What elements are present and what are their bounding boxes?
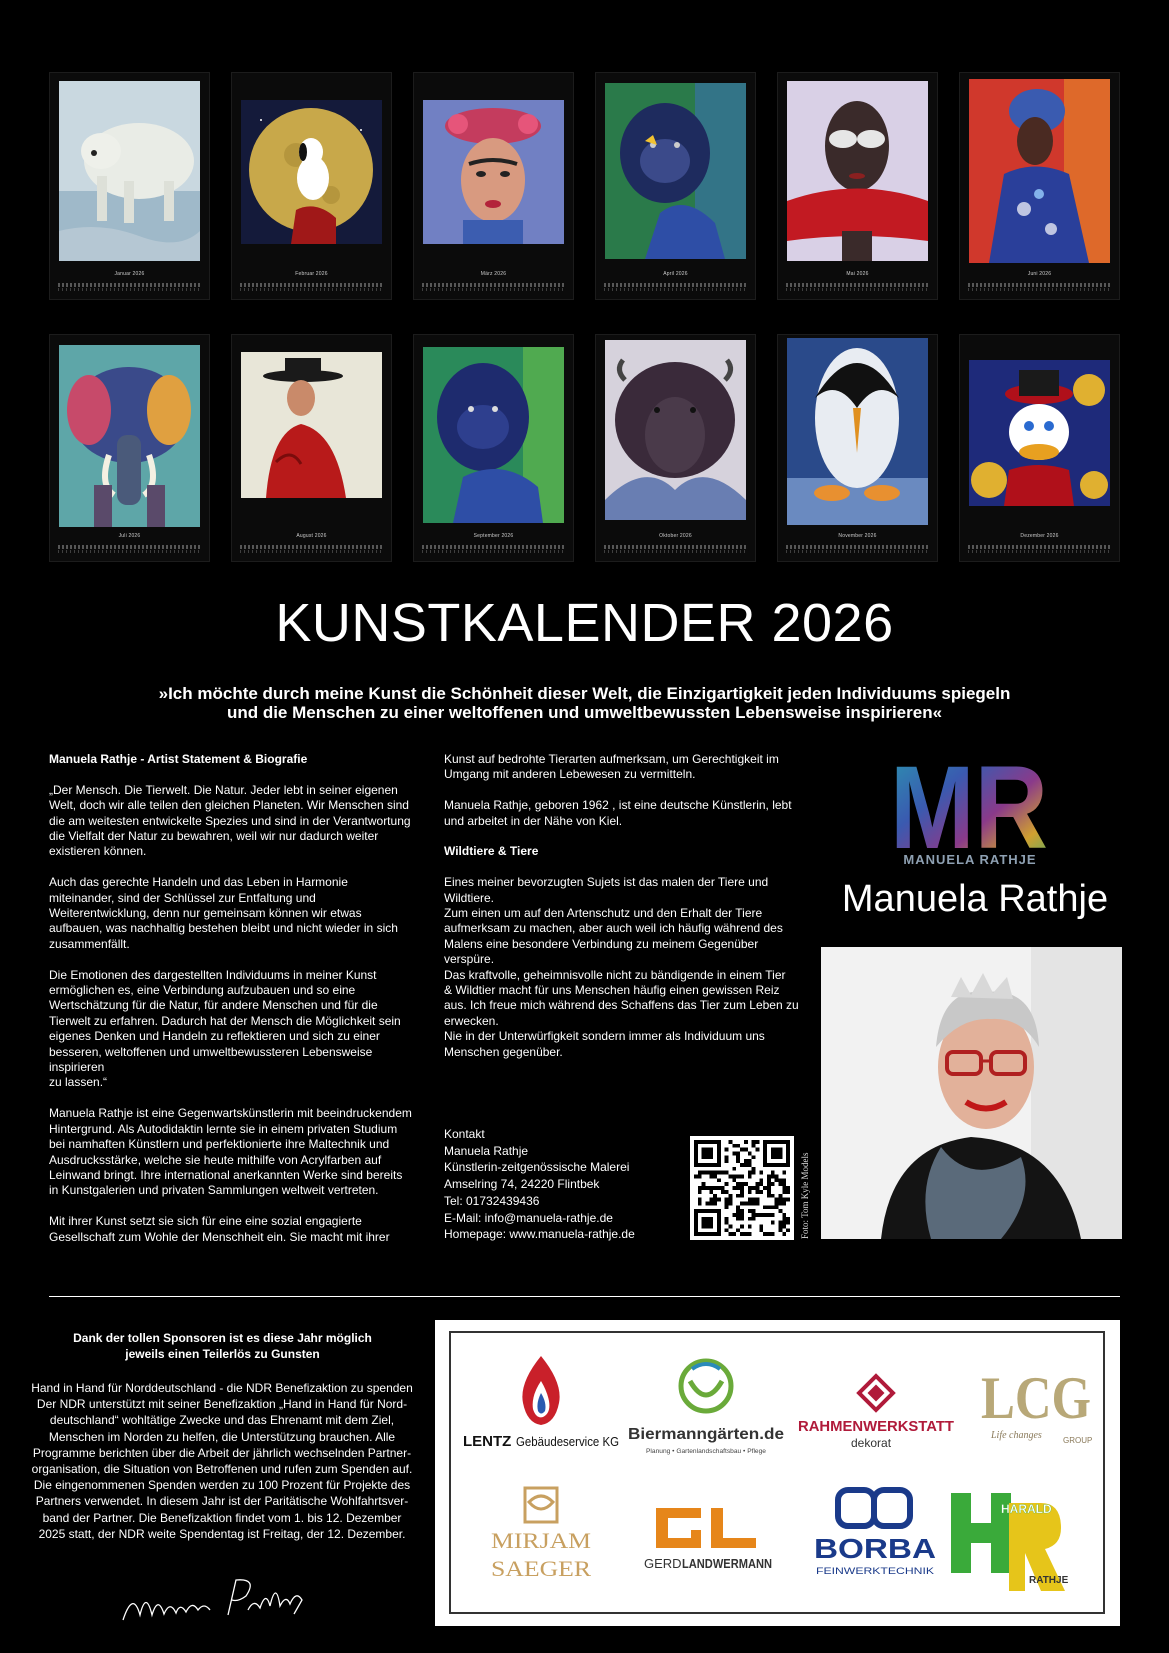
wildlife-heading: Wildtiere & Tiere [444,844,539,859]
day-strip-numbers [240,550,383,553]
svg-text:RATHJE: RATHJE [1029,1575,1069,1586]
month-june [959,72,1120,300]
painting-elephant [59,345,200,527]
month-january [49,72,210,300]
painting-gorilla-butterfly [605,83,746,259]
painting-bison [605,340,746,520]
mr-logo [890,748,1050,866]
month-label: Januar 2026 [114,271,145,277]
day-strip [58,283,201,287]
month-august [231,334,392,562]
day-strip [422,545,565,549]
bio-paragraph: Die Emotionen des dargestellten Individuums in meiner Kunst ermöglichen es, eine Verbindung aufzubauen und so eine Wertschätzung für die Natur, für andere Menschen und für die Tierwelt zu erfahren. Dadurch hat der Mensch die Möglichkeit sein eigenes Denken und Handeln zu reflektieren und sich zu einer besseren, weltoffenen und umweltbewussteren Lebensweise inspirieren zu lassen.“ [49,967,401,1090]
day-strip [58,545,201,549]
svg-text:GERD: GERD [644,1556,682,1571]
qr-code[interactable] [690,1136,794,1240]
bio-column-middle [444,752,819,1075]
month-may [777,72,938,300]
day-strip [604,283,747,287]
month-label: Juni 2026 [1027,271,1052,277]
day-strip-numbers [58,288,201,291]
painting-snoopy-moon [241,100,382,244]
month-label: April 2026 [663,271,688,277]
svg-text:Life changes: Life changes [991,1430,1042,1441]
svg-text:RAHMENWERKSTATT: RAHMENWERKSTATT [798,1418,954,1435]
month-label: September 2026 [473,533,514,539]
month-december [959,334,1120,562]
month-label: Oktober 2026 [659,533,692,539]
day-strip-numbers [786,550,929,553]
month-label: August 2026 [296,533,327,539]
bio-paragraph: Manuela Rathje, geboren 1962 , ist eine deutsche Künstlerin, lebt und arbeitet in der Nähe von Kiel. [444,798,792,828]
month-label: Juli 2026 [118,533,141,539]
sponsor-logo-harald-rathje[interactable] [941,1473,1101,1593]
svg-text:Planung • Gartenlandschaftsbau: Planung • Gartenlandschaftsbau • Pflege [646,1449,767,1455]
svg-text:BORBA: BORBA [814,1533,936,1564]
day-strip-numbers [240,288,383,291]
svg-text:LANDWERMANN: LANDWERMANN [682,1556,772,1571]
calendar-row-2 [49,334,1120,562]
painting-penguin [787,338,928,525]
day-strip [240,283,383,287]
section-divider [49,1296,1120,1297]
day-strip-numbers [968,550,1111,553]
month-october [595,334,756,562]
month-label: Mai 2026 [846,271,869,277]
day-strip-numbers [422,550,565,553]
month-april [595,72,756,300]
bio-paragraph: „Der Mensch. Die Tierwelt. Die Natur. Jeder lebt in seiner eigenen Welt, doch wir alle teilen den gleichen Planeten. Wir Menschen sind die am weitesten entwickelte Spezies und sind in der Verantwortung die Vielfalt der Natur zu bewahren, weil wir nur dadurch weiter existieren können. [49,782,411,859]
day-strip [968,545,1111,549]
month-february [231,72,392,300]
bio-paragraph: Kunst auf bedrohte Tierarten aufmerksam, um Gerechtigkeit im Umgang mit anderen Lebewesen zu vermitteln. [444,752,779,782]
svg-text:Biermanngärten.de: Biermanngärten.de [628,1426,785,1443]
day-strip-numbers [604,288,747,291]
artist-name: Manuela Rathje [841,878,1109,920]
month-label: November 2026 [838,533,877,539]
month-label: Dezember 2026 [1020,533,1059,539]
month-july [49,334,210,562]
sponsor-logo-lcg[interactable] [951,1348,1111,1468]
day-strip-numbers [422,288,565,291]
sponsor-logo-rahmenwerkstatt[interactable] [796,1351,956,1471]
qr-code-icon [694,1140,790,1236]
painting-woman-red-hat [241,352,382,498]
sponsor-description: Hand in Hand für Norddeutschland - die NDR Benefizaktion zu spenden Der NDR unterstützt mit seiner Benefizaktion „Hand in Hand für Nord- deutschland“ wohltätige Zwecke und das Ehrenamt mit dem Ziel, Menschen im Norden zu helfen, die Unterstützung brauchen. Alle Programme berichten über die Arbeit der jährlich wechselnden Partner- organisation, die Situation von Betroffenen und rufen zum Spenden auf. Die eingenommenen Spenden werden zu 100 Prozent für Projekte des Partners verwendet. In diesem Jahr ist der Paritätische Wohlfahrtsver- band der Partner. Die Benefizaktion findet vom 1. bis 12. Dezember 2025 statt, der NDR weite Spendentag ist Freitag, der 12. Dezember. [31,1381,413,1541]
artist-quote: »Ich möchte durch meine Kunst die Schönheit dieser Welt, die Einzigartigkeit jeden Individuums spiegeln und die Menschen zu einer weltoffenen und umweltbewussten Lebensweise inspirieren« [158,684,1011,722]
painting-scrooge-duck [969,360,1110,506]
sponsor-logo-lentz[interactable] [461,1351,621,1471]
svg-text:LCG: LCG [981,1365,1091,1431]
day-strip [968,283,1111,287]
svg-text:FEINWERKTECHNIK: FEINWERKTECHNIK [816,1566,934,1576]
calendar-row-1 [49,72,1120,300]
painting-woman-turban [969,79,1110,263]
sponsor-logos-panel [435,1320,1120,1626]
month-label: März 2026 [480,271,507,277]
svg-text:GROUP: GROUP [1063,1436,1093,1445]
sponsor-logo-gerd-landwermann[interactable] [626,1488,786,1608]
bio-paragraph: Auch das gerechte Handeln und das Leben in Harmonie miteinander, sind der Schlüssel zur Entfaltung und Weiterentwicklung, denn nur gemeinsam können wir etwas aufbauen, was nachhaltig bestehen bleibt und nicht wieder in sich zusammenfällt. [49,875,398,951]
day-strip-numbers [58,550,201,553]
day-strip [786,283,929,287]
month-label: Februar 2026 [295,271,328,277]
svg-text:SAEGER: SAEGER [491,1556,592,1581]
painting-frida-portrait [423,100,564,244]
sponsor-heading: Dank der tollen Sponsoren ist es diese Jahr möglich jeweils einen Teilerlös zu Gunsten [73,1331,372,1361]
page-title: KUNSTKALENDER 2026 [275,593,894,653]
painting-gorilla-blue [423,347,564,523]
logo-subtitle: MANUELA RATHJE [903,852,1037,867]
painting-woman-sunglasses [787,81,928,261]
month-march [413,72,574,300]
day-strip [604,545,747,549]
artist-portrait-photo [821,947,1122,1239]
day-strip [240,545,383,549]
photo-credit: Foto: Tom Kyle Models [800,1152,810,1239]
day-strip [422,283,565,287]
sponsor-logo-biermann[interactable] [626,1351,786,1471]
sponsor-logos-frame [449,1331,1105,1614]
month-november [777,334,938,562]
svg-text:LENTZ: LENTZ [463,1433,512,1450]
bio-paragraph: Eines meiner bevorzugten Sujets ist das malen der Tiere und Wildtiere. Zum einen um auf den Artenschutz und den Erhalt der Tiere aufmerksam zu machen, aber auch weil ich häufig während des Malens eine besondere Verbindung zu meinem Gegenüber verspüre. Das kraftvolle, geheimnisvolle nicht zu bändigende in einem Tier & Wildtier macht für uns Menschen häufig einen gewissen Reiz aus. Ich freue mich während des Schaffens das Tier zum Leben zu erwecken. Nie in der Unterwürfigkeit sondern immer als Individuum uns Menschen gegenüber. [444,875,799,1059]
artist-signature [118,1570,318,1630]
sponsor-logo-borba[interactable] [796,1478,956,1598]
svg-text:Gebäudeservice KG: Gebäudeservice KG [516,1434,619,1449]
day-strip [786,545,929,549]
day-strip-numbers [968,288,1111,291]
bio-paragraph: Manuela Rathje ist eine Gegenwartskünstlerin mit beeindruckendem Hintergrund. Als Autodidaktin lernte sie in einem privaten Studium bei namhaften Künstlern und perfektionierte ihre Maltechnik und Ausdrucksstärke, welche sie heute mithilfe von Acrylfarben auf Leinwand bringt. Ihre international anerkannten Werke sind bereits in Kunstgalerien und privaten Sammlungen weltweit vertreten. [49,1106,412,1198]
svg-text:dekorat: dekorat [851,1436,892,1450]
bio-heading: Manuela Rathje - Artist Statement & Biografie [49,752,308,766]
svg-text:HARALD: HARALD [1001,1502,1052,1516]
day-strip-numbers [604,550,747,553]
painting-polar-bear [59,81,200,261]
svg-text:MIRJAM: MIRJAM [491,1528,591,1553]
contact-block: Kontakt Manuela Rathje Künstlerin-zeitgenössische Malerei Amselring 74, 24220 Flintbek Tel: 01732439436 E-Mail: info@manuela-rathje.de Homepage: www.manuela-rathje.de [444,1127,635,1242]
bio-paragraph: Mit ihrer Kunst setzt sie sich für eine eine sozial engagierte Gesellschaft zum Wohle der Menschheit ein. Sie macht mit ihrer [49,1214,390,1244]
sponsor-logo-mirjam-saeger[interactable] [461,1478,621,1598]
bio-column-left [49,752,434,1260]
day-strip-numbers [786,288,929,291]
svg-text:MR: MR [890,748,1048,866]
month-september [413,334,574,562]
